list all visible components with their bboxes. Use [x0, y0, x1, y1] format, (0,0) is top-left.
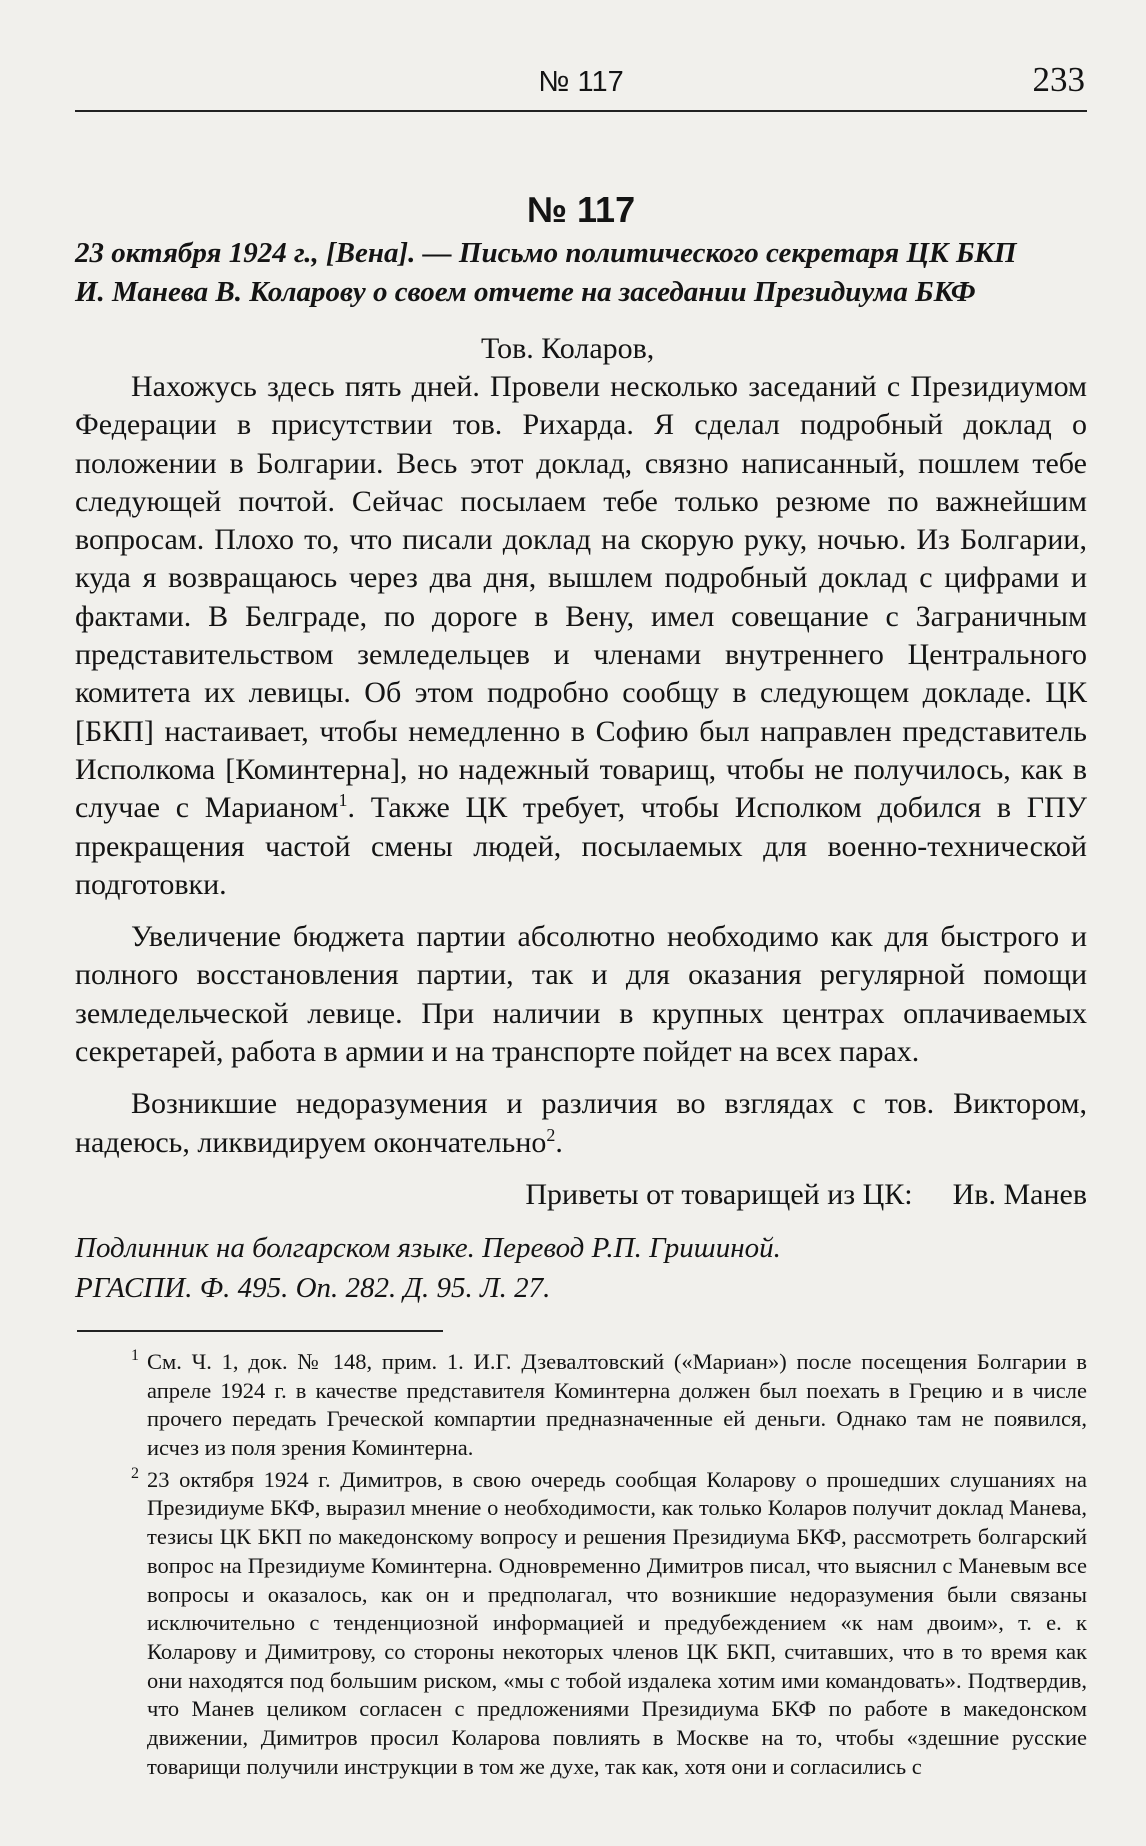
document-number: № 117 — [526, 189, 636, 230]
document-heading — [75, 234, 1087, 312]
heading-line-2: И. Манева В. Коларову о своем отчете на заседании Президиума БКФ — [75, 276, 976, 308]
salutation: Тов. Коларов, — [481, 332, 655, 365]
running-head-doc-number: № 117 — [538, 66, 624, 98]
book-page — [75, 50, 1087, 1784]
footnote-2-mark: 2 — [131, 1464, 139, 1482]
footnote-ref-2: 2 — [546, 1124, 556, 1145]
footnote-divider — [77, 1330, 443, 1332]
footnote-1 — [75, 1348, 1087, 1463]
footnote-1-text: См. Ч. 1, док. № 148, прим. 1. И.Г. Дзевалтовский («Мариан») после посещения Болгарии в апреле 1924 г. в качестве представителя Коминтерна должен был поехать в Грецию и в числе прочего передать Греческой компартии предназначенные ей деньги. Однако там не появился, исчез из поля зрения Коминтерна. — [147, 1348, 1087, 1461]
page-number: 233 — [1032, 60, 1085, 99]
footnote-2 — [75, 1466, 1087, 1782]
source-line-2: РГАСПИ. Ф. 495. Оп. 282. Д. 95. Л. 27. — [75, 1271, 551, 1304]
source-line-1: Подлинник на болгарском языке. Перевод Р.П. Гришиной. — [75, 1231, 781, 1264]
heading-line-1: 23 октября 1924 г., [Вена]. — Письмо политического секретаря ЦК БКП — [75, 237, 1017, 269]
paragraph-1-text: Нахожусь здесь пять дней. Провели несколько заседаний с Президиумом Федерации в присутствии тов. Рихарда. Я сделал подробный доклад о положении в Болгарии. Весь этот доклад, связно написанный, пошлем тебе следующей почтой. Сейчас посылаем тебе только резюме по важнейшим вопросам. Плохо то, что писали доклад на скорую руку, ночью. Из Болгарии, куда я возвращаюсь через два дня, вышлем подробный доклад с цифрами и фактами. В Белграде, по дороге в Вену, имел совещание с Заграничным представительством земледельцев и членами внутреннего Центрального комитета их левицы. Об этом подробно сообщу в следующем докладе. ЦК [БКП] настаивает, чтобы немедленно в Софию был направлен представитель Исполкома [Коминтерна], но надежный товарищ, чтобы не получилось, как в случае с Марианом — [75, 370, 1087, 825]
footnote-ref-1: 1 — [338, 790, 348, 811]
paragraph-2: Увеличение бюджета партии абсолютно необходимо как для быстрого и полного восстановления партии, так и для оказания регулярной помощи земледельческой левице. При наличии в крупных центрах оплачиваемых секретарей, работа в армии и на транспорте пойдет на всех парах. — [75, 920, 1087, 1069]
footnote-2-text: 23 октября 1924 г. Димитров, в свою очередь сообщая Коларову о прошедших слушаниях на Президиуме БКФ, выразил мнение о необходимости, как только Коларов получит доклад Манева, тезисы ЦК БКП по македонскому вопросу и решения Президиума БКФ, рассмотреть болгарский вопрос на Президиуме Коминтерна. Одновременно Димитров писал, что выяснил с Маневым все вопросы и оказалось, как он и предполагал, что возникшие недоразумения были связаны исключительно с тенденциозной информацией и предубеждением «к нам двоим», т. е. к Коларову и Димитрову, со стороны некоторых членов ЦК БКП, считавших, что в то время как они находятся под большим риском, «мы с тобой издалека хотим ими командовать». Подтвердив, что Манев целиком согласен с предложениями Президиума БКФ по работе в македонском движении, Димитров просил Коларова повлиять в Москве на то, чтобы «здешние русские товарищи получили инструкции в том же духе, так как, хотя они и согласились с — [147, 1466, 1087, 1779]
footnote-1-mark: 1 — [131, 1346, 139, 1364]
paragraph-3-text: Возникшие недоразумения и различия во взглядах с тов. Виктором, надеюсь, ликвидируем окончательно — [75, 1087, 1087, 1159]
paragraph-1 — [75, 368, 1087, 904]
signoff — [75, 1176, 1087, 1214]
signature: Ив. Манев — [952, 1177, 1087, 1211]
paragraph-3-end: . — [555, 1125, 563, 1159]
paragraph-3 — [75, 1085, 1087, 1162]
archival-source — [75, 1228, 1087, 1308]
running-head — [75, 50, 1087, 112]
paragraph-1-text-end: . Также ЦК требует, чтобы Исполком добился в ГПУ прекращения частой смены людей, посылаемых для военно-технической подготовки. — [75, 791, 1087, 901]
greeting: Приветы от товарищей из ЦК: — [525, 1177, 913, 1211]
